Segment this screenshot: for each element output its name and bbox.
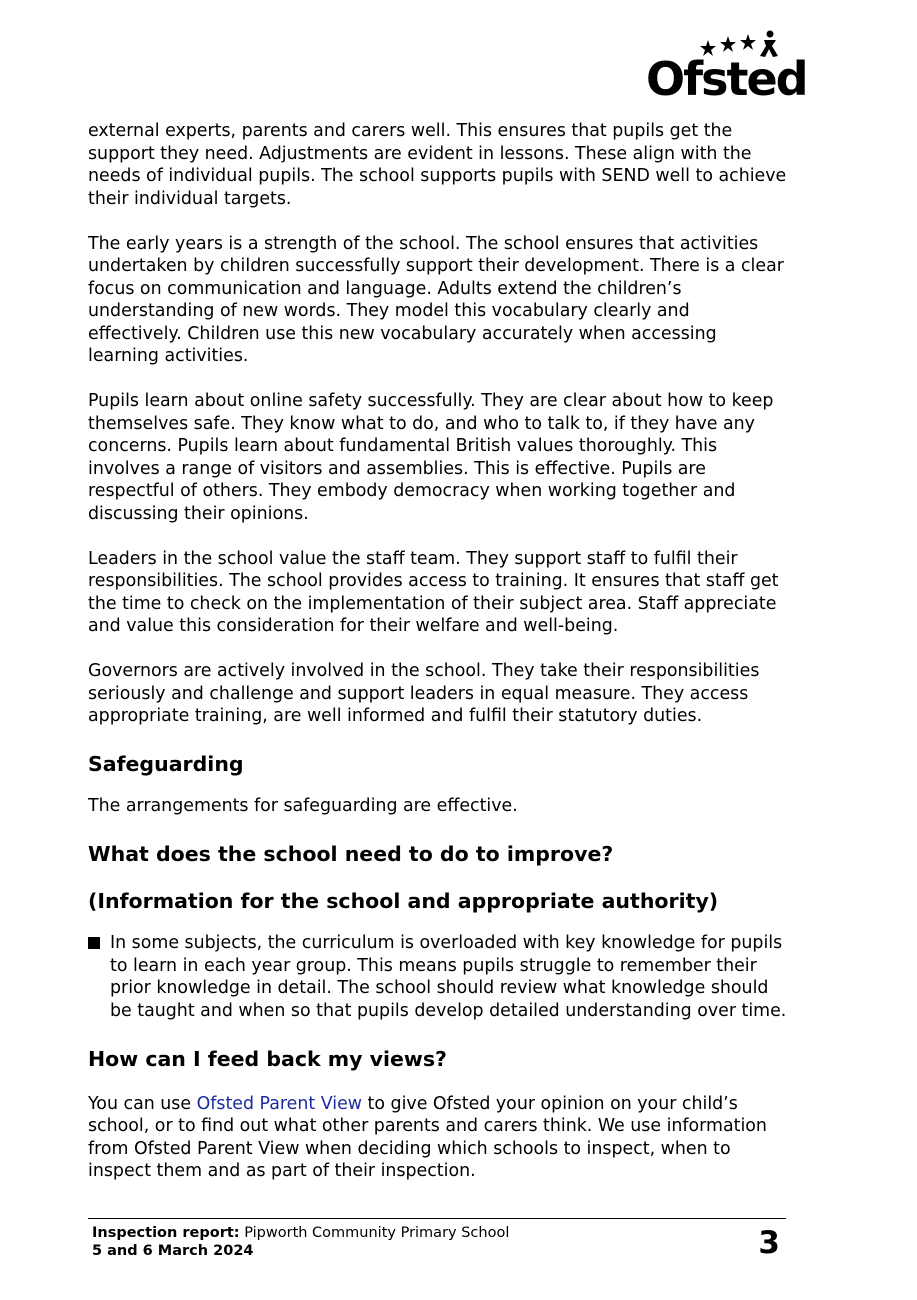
improvement-bullet bbox=[88, 932, 788, 1022]
footer-report-line bbox=[92, 1224, 509, 1242]
feedback-heading: How can I feed back my views? bbox=[88, 1046, 447, 1071]
footer-report-label: Inspection report: bbox=[92, 1225, 240, 1241]
safeguarding-text: The arrangements for safeguarding are effective. bbox=[88, 796, 518, 816]
footer-divider bbox=[88, 1218, 786, 1219]
ofsted-parent-view-link[interactable]: Ofsted Parent View bbox=[196, 1093, 363, 1114]
footer-school-name: Pipworth Community Primary School bbox=[239, 1225, 510, 1241]
paragraph-online-safety: Pupils learn about online safety successfully. They are clear about how to keep themselves safe. They know what to do, and who to talk to, if they have any concerns. Pupils learn about fundamental British values thoroughly. This involves a range of visitors and assemblies. This is effective. Pupils are respectful of others. They embody democracy when working together and discussing their opinions. bbox=[88, 391, 774, 524]
paragraph-early-years: The early years is a strength of the school. The school ensures that activities undertaken by children successfully support their development. There is a clear focus on communication and language. Adults extend the children’s understanding of new words. They model this vocabulary clearly and effectively. Children use this new vocabulary accurately when accessing learning activities. bbox=[88, 233, 784, 366]
feedback-text bbox=[88, 1093, 788, 1183]
square-bullet-icon bbox=[88, 937, 100, 949]
improve-heading: What does the school need to do to improve? bbox=[88, 842, 614, 866]
footer-dates-text: 5 and 6 March 2024 bbox=[92, 1243, 254, 1259]
safeguarding-heading: Safeguarding bbox=[88, 752, 244, 776]
footer bbox=[92, 1224, 509, 1260]
paragraph-governors: Governors are actively involved in the school. They take their responsibilities seriously and challenge and support leaders in equal measure. They access appropriate training, are well informed and fulfil their statutory duties. bbox=[88, 661, 760, 726]
ofsted-logo bbox=[646, 30, 807, 106]
page-number: 3 bbox=[758, 1225, 780, 1261]
logo-wordmark: Ofsted bbox=[646, 52, 807, 106]
feedback-text-before: You can use bbox=[88, 1093, 197, 1114]
paragraph-staff-team: Leaders in the school value the staff team. They support staff to fulfil their responsibilities. The school provides access to training. It ensures that staff get the time to check on the implementation of their subject area. Staff appreciate and value this consideration for their welfare and well-being. bbox=[88, 548, 779, 636]
feedback-text-after: to give Ofsted your opinion on your child’s school, or to find out what other parents and carers think. We use information from Ofsted Parent View when deciding which schools to inspect, when to inspect them and as part of their inspection. bbox=[88, 1093, 767, 1181]
improve-subheading: (Information for the school and appropriate authority) bbox=[88, 889, 719, 913]
footer-dates bbox=[92, 1242, 509, 1260]
paragraph-send-support: external experts, parents and carers well. This ensures that pupils get the support they need. Adjustments are evident in lessons. These align with the needs of individual pupils. The school supports pupils with SEND well to achieve their individual targets. bbox=[88, 121, 787, 209]
main-content bbox=[88, 120, 788, 1205]
improvement-bullet-text: In some subjects, the curriculum is overloaded with key knowledge for pupils to learn in each year group. This means pupils struggle to remember their prior knowledge in detail. The school should review what knowledge should be taught and when so that pupils develop detailed understanding over time. bbox=[110, 933, 787, 1021]
